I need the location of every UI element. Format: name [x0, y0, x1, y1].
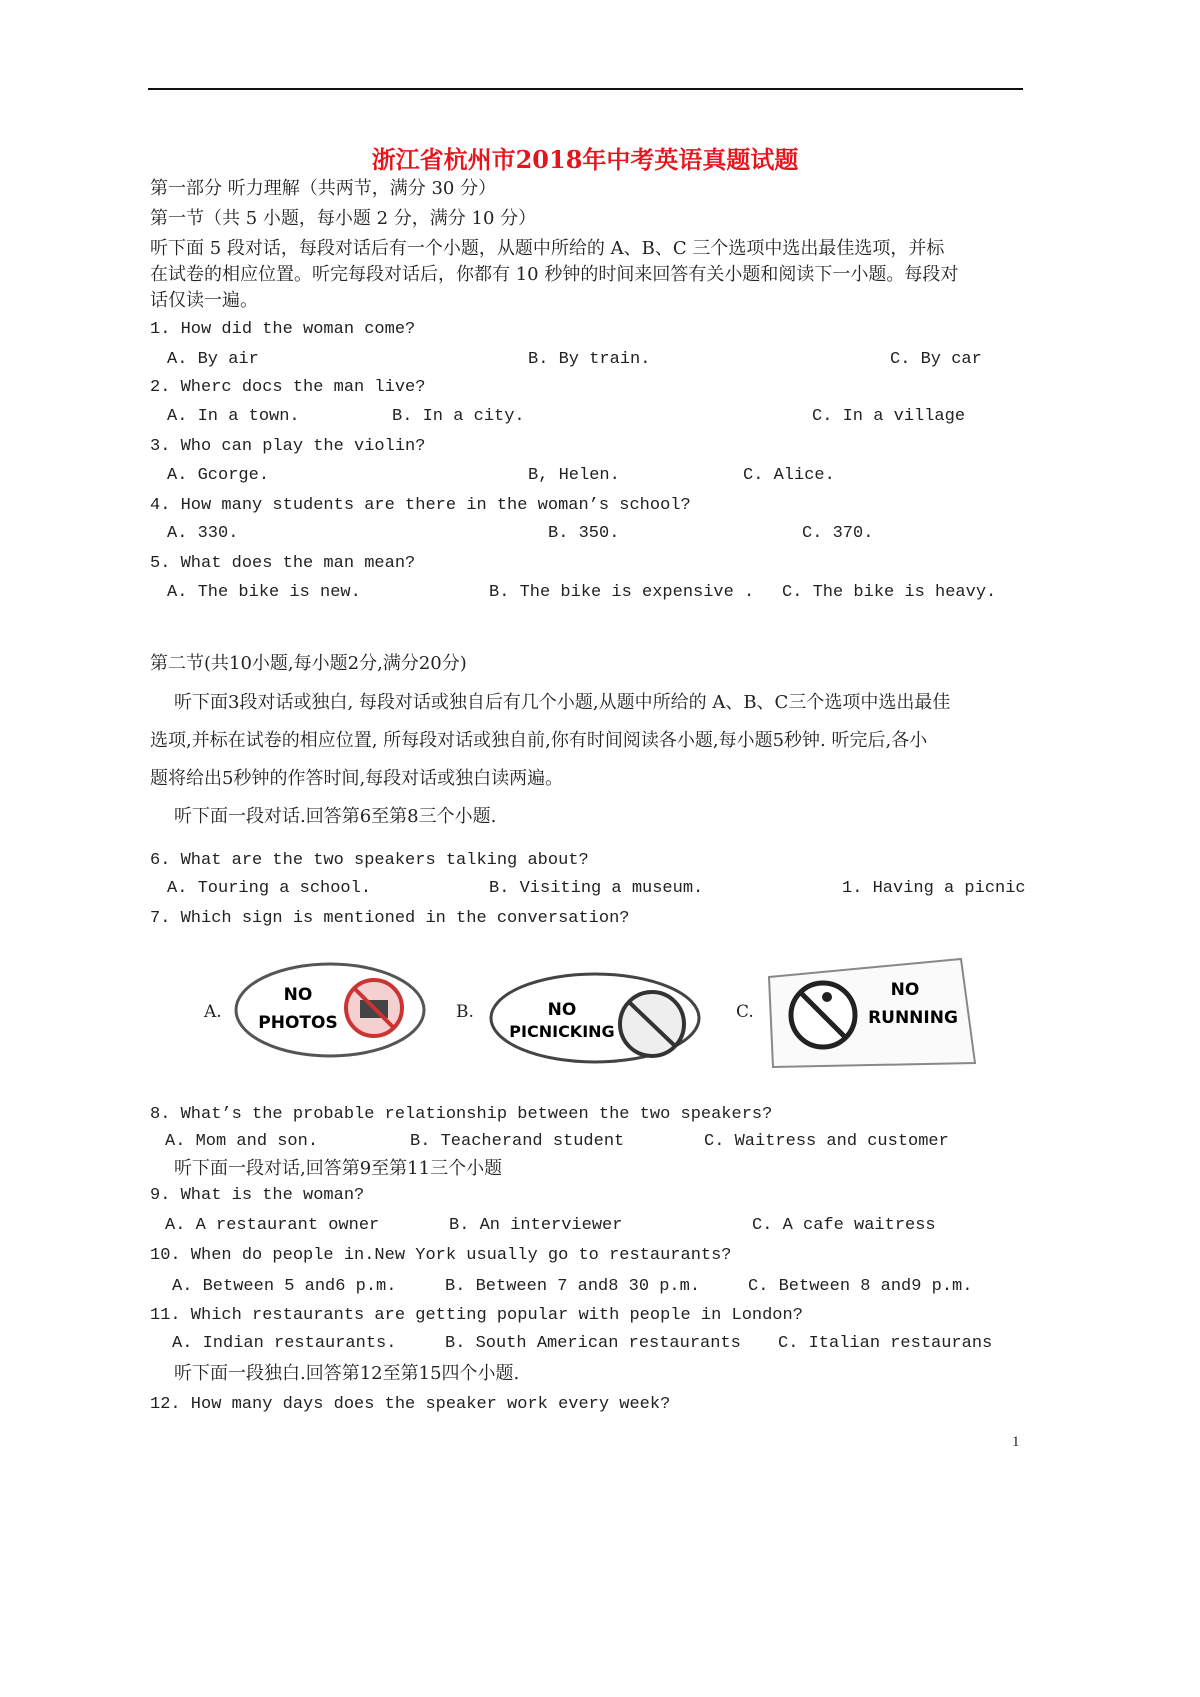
option: B. Visiting a museum.	[489, 879, 704, 898]
instruction-line: 听下面3段对话或独白, 每段对话或独自后有几个小题,从题中所给的 A、B、C三个选项中选出最佳	[174, 692, 951, 713]
question: 10. When do people in.New York usually go to restaurants?	[150, 1246, 732, 1265]
question: 9. What is the woman?	[150, 1186, 365, 1205]
no-picnic-icon	[620, 992, 684, 1056]
sign-text: NO	[547, 1000, 577, 1020]
question: 6. What are the two speakers talking about?	[150, 851, 589, 870]
document-title: 浙江省杭州市2018年中考英语真题试题	[371, 145, 799, 174]
option: C. Italian restaurans	[778, 1334, 993, 1353]
instruction-line: 在试卷的相应位置。听完每段对话后，你都有 10 秒钟的时间来回答有关小题和阅读下一小题。每段对	[150, 264, 959, 285]
sign-text: NO	[890, 980, 920, 1000]
question: 12. How many days does the speaker work every week?	[150, 1395, 671, 1414]
option: A. Indian restaurants.	[172, 1334, 397, 1353]
option: B. Between 7 and8 30 p.m.	[445, 1277, 701, 1296]
section2-heading: 第二节(共10小题,每小题2分,满分20分)	[150, 653, 467, 674]
option: A. 330.	[167, 524, 239, 543]
option: C. In a village	[812, 407, 966, 426]
no-photos-sign	[232, 958, 432, 1063]
sign-letter: B.	[456, 1002, 474, 1022]
option: B, Helen.	[528, 466, 620, 485]
option: C. Between 8 and9 p.m.	[748, 1277, 973, 1296]
option: B. The bike is expensive .	[489, 583, 755, 602]
question: 7. Which sign is mentioned in the conversation?	[150, 909, 630, 928]
option: A. Touring a school.	[167, 879, 372, 898]
question: 3. Who can play the violin?	[150, 437, 426, 456]
option: B. By train.	[528, 350, 651, 369]
sign-letter: C.	[736, 1002, 754, 1022]
option: B. In a city.	[392, 407, 525, 426]
header-rule	[148, 88, 1023, 90]
instruction-line: 听下面 5 段对话，每段对话后有一个小题，从题中所给的 A、B、C 三个选项中选出最佳选项，并标	[150, 238, 945, 259]
option: A. Gcorge.	[167, 466, 270, 485]
dialog-intro: 听下面一段对话.回答第6至第8三个小题.	[174, 806, 497, 827]
option: C. Waitress and customer	[704, 1132, 949, 1151]
question: 2. Wherc docs the man live?	[150, 378, 426, 397]
page-number: 1	[1012, 1434, 1020, 1450]
question: 4. How many students are there in the woman’s school?	[150, 496, 691, 515]
question: 8. What’s the probable relationship between the two speakers?	[150, 1105, 773, 1124]
instruction-line: 题将给出5秒钟的作答时间,每段对话或独白读两遍。	[150, 768, 564, 789]
monologue-intro: 听下面一段独白.回答第12至第15四个小题.	[174, 1363, 520, 1384]
question: 11. Which restaurants are getting popular with people in London?	[150, 1306, 803, 1325]
option: 1. Having a picnic	[842, 879, 1026, 898]
option: A. By air	[167, 350, 259, 369]
sign-text: PHOTOS	[258, 1013, 338, 1033]
no-picnicking-sign	[487, 968, 705, 1068]
sign-letter: A.	[204, 1002, 222, 1022]
option: A. A restaurant owner	[165, 1216, 380, 1235]
instruction-line: 选项,并标在试卷的相应位置, 所每段对话或独自前,你有时间阅读各小题,每小题5秒钟. 听完后,各小	[150, 730, 928, 751]
dialog-intro: 听下面一段对话,回答第9至第11三个小题	[174, 1158, 503, 1179]
option: C. 370.	[802, 524, 874, 543]
option: C. By car	[890, 350, 982, 369]
sign-text: RUNNING	[868, 1008, 958, 1028]
no-running-icon	[791, 983, 855, 1047]
option: B. South American restaurants	[445, 1334, 741, 1353]
question: 5. What does the man mean?	[150, 554, 416, 573]
option: B. Teacherand student	[410, 1132, 625, 1151]
no-camera-icon	[346, 980, 402, 1036]
option: C. The bike is heavy.	[782, 583, 997, 602]
option: B. An interviewer	[449, 1216, 623, 1235]
option: C. Alice.	[743, 466, 835, 485]
question: 1. How did the woman come?	[150, 320, 416, 339]
option: A. The bike is new.	[167, 583, 361, 602]
sign-text: NO	[283, 985, 313, 1005]
sign-text: PICNICKING	[509, 1022, 615, 1041]
option: A. In a town.	[167, 407, 300, 426]
option: A. Between 5 and6 p.m.	[172, 1277, 397, 1296]
option: A. Mom and son.	[165, 1132, 319, 1151]
no-running-sign	[765, 955, 980, 1070]
instruction-line: 话仅读一遍。	[150, 290, 258, 311]
option: B. 350.	[548, 524, 620, 543]
part1-heading: 第一部分 听力理解（共两节，满分 30 分）	[150, 178, 497, 199]
section1-heading: 第一节（共 5 小题，每小题 2 分，满分 10 分）	[150, 208, 537, 229]
option: C. A cafe waitress	[752, 1216, 936, 1235]
